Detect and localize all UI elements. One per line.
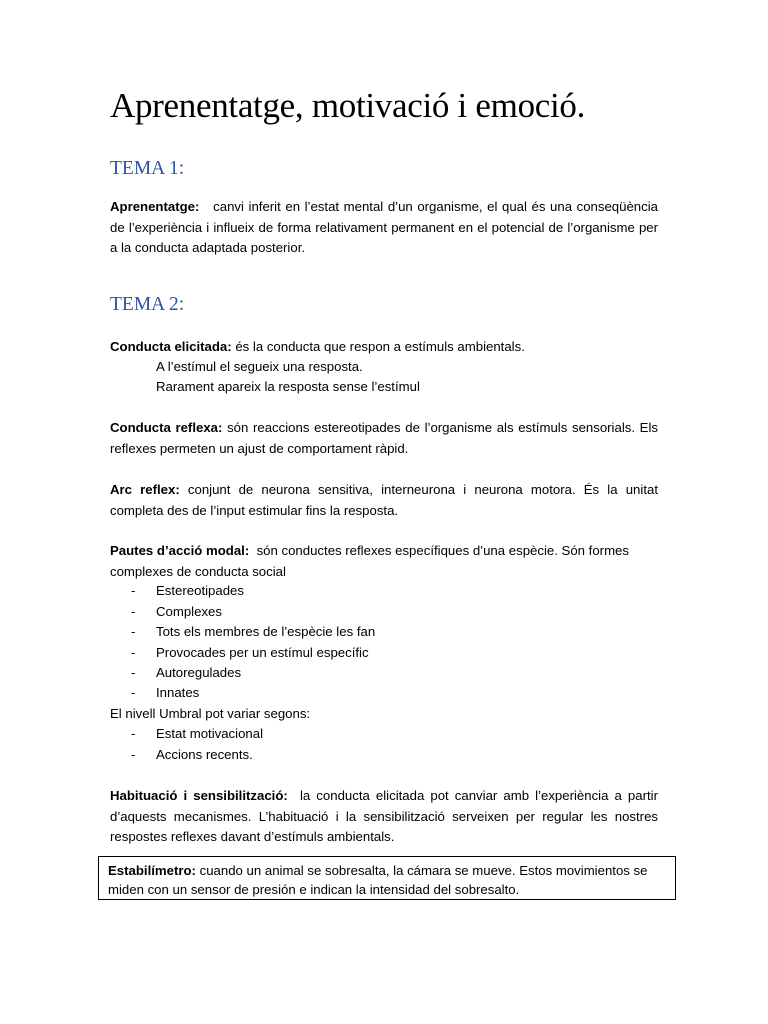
elicitada-sub2: Rarament apareix la resposta sense l’estímul [156, 379, 420, 394]
umbral-intro: El nivell Umbral pot variar segons: [110, 706, 311, 721]
estabilimetro-definition: cuando un animal se sobresalta, la cámara se mueve. Estos movimientos se miden con un sensor de presión e indican la intensidad del sobresalto. [108, 863, 648, 897]
list-dash: - [131, 645, 136, 660]
pautes-definition: són conductes reflexes específiques d’una espècie. Són formes complexes de conducta social [110, 543, 629, 579]
umbral-item: Estat motivacional [156, 726, 264, 741]
pautes-term: Pautes d’acció modal: [110, 543, 250, 558]
habituacio-paragraph [110, 786, 658, 848]
list-item: Complexes [156, 604, 222, 619]
list-dash: - [131, 624, 136, 639]
arc-definition: conjunt de neurona sensitiva, interneurona i neurona motora. És la unitat completa des de l’input estimular fins la resposta. [110, 482, 658, 518]
aprenentatge-definition: canvi inferit en l’estat mental d’un organisme, el qual és una conseqüència de l’experiència i influeix de forma relativament permanent en el potencial de l’organisme per a la conducta adaptada posterior. [110, 199, 659, 255]
list-dash: - [131, 726, 136, 741]
list-dash: - [131, 685, 136, 700]
tema2-heading: TEMA 2: [110, 294, 185, 315]
aprenentatge-term: Aprenentatge: [110, 199, 200, 214]
list-dash: - [131, 583, 136, 598]
list-dash: - [131, 747, 136, 762]
elicitada-paragraph [110, 337, 525, 358]
list-dash: - [131, 665, 136, 680]
arc-paragraph [110, 480, 658, 521]
list-dash: - [131, 604, 136, 619]
list-item: Innates [156, 685, 200, 700]
elicitada-definition: és la conducta que respon a estímuls ambientals. [235, 339, 525, 354]
aprenentatge-paragraph [110, 197, 658, 259]
elicitada-sub1: A l’estímul el segueix una resposta. [156, 359, 363, 374]
habituacio-term: Habituació i sensibilització: [110, 788, 288, 803]
list-item: Tots els membres de l’espècie les fan [156, 624, 376, 639]
estabilimetro-box [98, 856, 676, 900]
list-item: Autoregulades [156, 665, 242, 680]
reflexa-paragraph [110, 418, 658, 459]
arc-term: Arc reflex: [110, 482, 180, 497]
elicitada-term: Conducta elicitada: [110, 339, 232, 354]
list-item: Provocades per un estímul específic [156, 645, 369, 660]
umbral-item: Accions recents. [156, 747, 253, 762]
tema1-heading: TEMA 1: [110, 158, 185, 179]
list-item: Estereotipades [156, 583, 244, 598]
reflexa-definition: són reaccions estereotipades de l’organisme als estímuls sensorials. Els reflexes permeten un ajust de comportament ràpid. [110, 420, 658, 456]
pautes-paragraph [110, 541, 662, 582]
document-title: Aprenentatge, motivació i emoció. [110, 86, 586, 125]
estabilimetro-term: Estabilímetro: [108, 863, 196, 878]
habituacio-definition: la conducta elicitada pot canviar amb l’experiència a partir d’aquests mecanismes. L’habituació i la sensibilització serveixen per regular les nostres respostes reflexes davant d’estímuls ambientals. [110, 788, 658, 844]
reflexa-term: Conducta reflexa: [110, 420, 223, 435]
